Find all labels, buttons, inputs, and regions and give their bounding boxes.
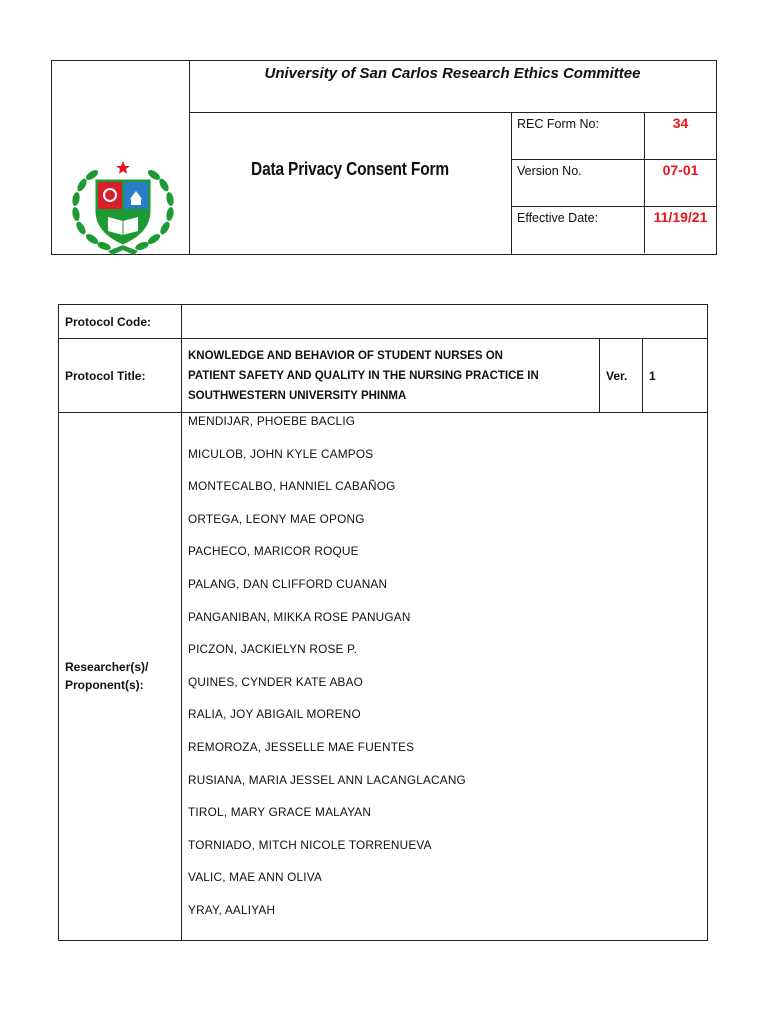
version-number-cell: 1: [643, 339, 708, 413]
rec-form-value: 34: [672, 115, 689, 131]
protocol-title-line: KNOWLEDGE AND BEHAVIOR OF STUDENT NURSES ON: [188, 349, 503, 362]
form-header: [51, 60, 717, 255]
researcher-name: PALANG, DAN CLIFFORD CUANAN: [188, 576, 388, 591]
researcher-name: PICZON, JACKIELYN ROSE P.: [188, 642, 358, 657]
researcher-name: PACHECO, MARICOR ROQUE: [188, 544, 359, 559]
rec-form-row: [511, 112, 716, 160]
version-label-cell: Ver.: [600, 339, 643, 413]
effective-date-value: 11/19/21: [653, 209, 708, 225]
researcher-name: MICULOB, JOHN KYLE CAMPOS: [188, 446, 374, 461]
protocol-code-row: [59, 305, 708, 339]
researchers-row: [59, 413, 708, 941]
researcher-name: TORNIADO, MITCH NICOLE TORRENUEVA: [188, 837, 432, 852]
protocol-title-row: [59, 339, 708, 413]
protocol-title-value: [182, 339, 600, 413]
researcher-name: REMOROZA, JESSELLE MAE FUENTES: [188, 739, 415, 754]
researcher-name: RUSIANA, MARIA JESSEL ANN LACANGLACANG: [188, 772, 466, 787]
version-row: [511, 159, 716, 207]
protocol-code-value: [182, 305, 708, 339]
effective-date-row: [511, 206, 716, 253]
researchers-label-line: Researcher(s)/: [65, 660, 149, 675]
version-value-cell: [644, 159, 716, 206]
protocol-table: [58, 304, 708, 941]
rec-form-value-cell: [644, 112, 716, 159]
effective-date-value-cell: [644, 206, 716, 253]
version-value: 07-01: [662, 162, 699, 178]
researcher-name: VALIC, MAE ANN OLIVA: [188, 870, 323, 885]
researchers-list: [182, 413, 708, 941]
protocol-title-label: Protocol Title:: [59, 339, 182, 413]
researcher-name: MENDIJAR, PHOEBE BACLIG: [188, 414, 356, 428]
form-name: Data Privacy Consent Form: [251, 159, 449, 179]
researchers-label: [59, 413, 182, 941]
committee-title-cell: [189, 61, 716, 113]
protocol-title-line: PATIENT SAFETY AND QUALITY IN THE NURSING PRACTICE IN: [188, 369, 539, 382]
researcher-name: ORTEGA, LEONY MAE OPONG: [188, 511, 365, 526]
researcher-name: YRAY, AALIYAH: [188, 902, 276, 917]
committee-title: University of San Carlos Research Ethics Committee: [264, 65, 641, 82]
effective-date-label: Effective Date:: [517, 211, 599, 225]
rec-form-label: REC Form No:: [517, 117, 599, 131]
researcher-name: RALIA, JOY ABIGAIL MORENO: [188, 707, 361, 722]
researchers-label-line: Proponent(s):: [65, 678, 144, 693]
researcher-name: PANGANIBAN, MIKKA ROSE PANUGAN: [188, 609, 411, 624]
researcher-name: QUINES, CYNDER KATE ABAO: [188, 674, 364, 689]
protocol-title-line: SOUTHWESTERN UNIVERSITY PHINMA: [188, 389, 407, 402]
researcher-name: MONTECALBO, HANNIEL CABAÑOG: [188, 479, 396, 494]
protocol-code-label: Protocol Code:: [59, 305, 182, 339]
form-meta: [52, 112, 716, 254]
version-label: Version No.: [517, 164, 582, 178]
researcher-name: TIROL, MARY GRACE MALAYAN: [188, 805, 372, 820]
